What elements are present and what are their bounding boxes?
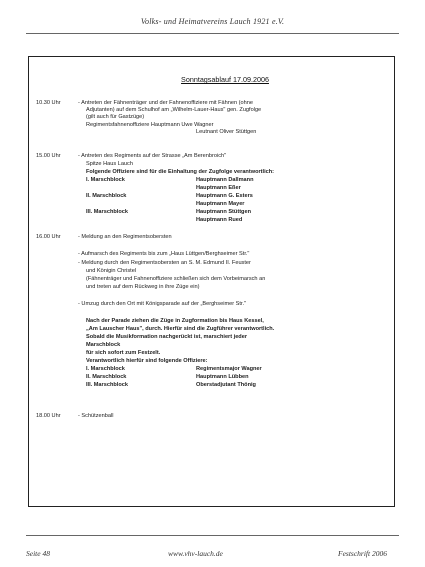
document-title: Sonntagsablauf 17.09.2006 xyxy=(181,75,269,84)
text-line: Sobald die Musikformation nachgerückt ist, marschiert jeder xyxy=(86,334,248,340)
text-line: Folgende Offiziere sind für die Einhaltung der Zugfolge verantwortlich: xyxy=(86,169,275,175)
text-line: - Antreten des Regiments auf der Strasse „Am Berenbroich" xyxy=(78,153,227,159)
page-header: Volks- und Heimatvereins Lauch 1921 e.V. xyxy=(140,17,285,26)
text-line: II. Marschblock xyxy=(86,374,127,380)
text-line: für sich sofort zum Festzelt. xyxy=(86,350,161,356)
text-line: Adjutanten) auf dem Schulhof am „Wilhelm-Lauer-Haus" gen. Zugfolge xyxy=(86,107,262,113)
text-line: Marschblock xyxy=(86,342,121,348)
text-line: Hauptmann G. Esters xyxy=(196,193,253,199)
website-link[interactable]: www.vhv-lauch.de xyxy=(168,549,223,558)
text-line: (gilt auch für Gastzüge) xyxy=(86,114,145,120)
text-line: Regimentsfahnenoffiziere Hauptmann Uwe Wagner xyxy=(86,122,214,128)
text-line: Regimentsmajor Wagner xyxy=(196,366,262,372)
text-line: Hauptmann Eßer xyxy=(196,185,241,191)
text-line: Leutnant Oliver Stüttgen xyxy=(196,129,257,135)
text-line: Hauptmann Mayer xyxy=(196,201,245,207)
text-line: - Umzug durch den Ort mit Königsparade auf der „Berghseimer Str." xyxy=(78,301,247,307)
page-number: Seite 48 xyxy=(26,549,50,558)
text-line: III. Marschblock xyxy=(86,209,128,215)
text-line: Hauptmann Lübben xyxy=(196,374,249,380)
time-label: 16.00 Uhr xyxy=(36,234,61,240)
header-rule xyxy=(26,33,399,34)
text-line: III. Marschblock xyxy=(86,382,128,388)
text-line: „Am Lauscher Haus", durch. Hierfür sind die Zugführer verantwortlich. xyxy=(86,326,275,332)
text-line: Hauptmann Dallmann xyxy=(196,177,254,183)
text-line: und Königin Christel xyxy=(86,268,137,274)
text-line: I. Marschblock xyxy=(86,366,125,372)
text-line: und treten auf dem Rückweg in ihre Züge ein) xyxy=(86,284,200,290)
text-line: I. Marschblock xyxy=(86,177,125,183)
text-line: Spitze Haus Lauch xyxy=(86,161,133,167)
text-line: Verantwortlich hierfür sind folgende Offiziere: xyxy=(86,358,208,364)
time-label: 10.30 Uhr xyxy=(36,100,61,106)
text-line: Hauptmann Stüttgen xyxy=(196,209,252,215)
time-label: 18.00 Uhr xyxy=(36,413,61,419)
text-line: - Aufmarsch des Regiments bis zum „Haus Lüttgen/Berghseimer Str." xyxy=(78,251,250,257)
text-line: II. Marschblock xyxy=(86,193,127,199)
text-line: - Antreten der Fähnenträger und der Fahnenoffiziere mit Fähnen (ohne xyxy=(78,100,253,106)
text-line: - Meldung durch den Regimentsobersten an S. M. Edmund II. Feuster xyxy=(78,260,251,266)
text-line: Oberstadjutant Thönig xyxy=(196,382,256,388)
time-label: 15.00 Uhr xyxy=(36,153,61,159)
text-line: (Fähnenträger und Fahnenoffiziere schließen sich dem Vorbeimarsch an xyxy=(86,276,266,282)
footer-rule xyxy=(26,535,399,536)
text-line: Hauptmann Rued xyxy=(196,217,243,223)
text-line: - Schützenball xyxy=(78,413,114,419)
text-line: Nach der Parade ziehen die Züge in Zugformation bis Haus Kessel, xyxy=(86,318,264,324)
publication-title: Festschrift 2006 xyxy=(338,549,387,558)
text-line: - Meldung an den Regimentsobersten xyxy=(78,234,172,240)
